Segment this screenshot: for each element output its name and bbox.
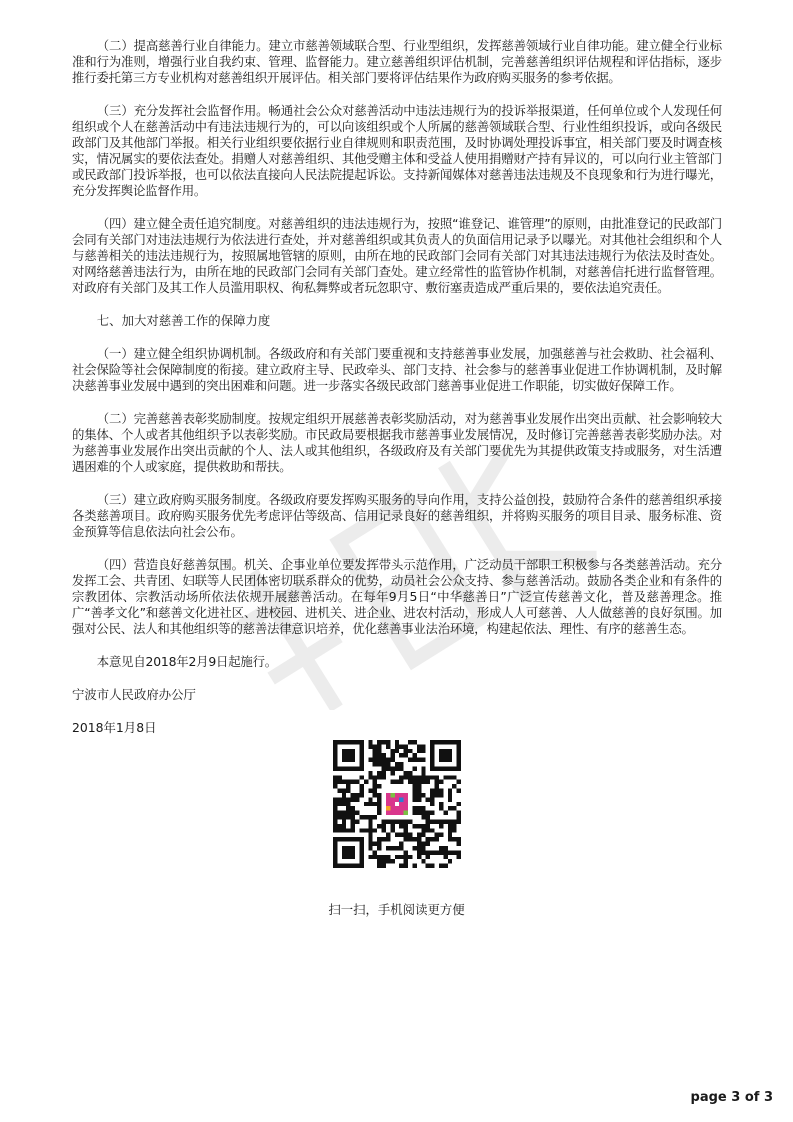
paragraph: （三）充分发挥社会监督作用。畅通社会公众对慈善活动中违法违规行为的投诉举报渠道，任何单位或个人发现任何组织或个人在慈善活动中有违法违规行为的，可以向该组织或个人所属的慈善领域联合型、行业性组织投诉，或向各级民政部门及其他部门举报。相关行业组织要依据行业自律规则和职责范围，及时协调处理投诉事宜，相关部门要及时调查核实，情况属实的要依法查处。捐赠人对慈善组织、其他受赠主体和受益人使用捐赠财产持有异议的，可以向行业主管部门或民政部门投诉举报，也可以依法直接向人民法院提起诉讼。支持新闻媒体对慈善违法违规及不良现象和行为进行曝光，充分发挥舆论监督作用。 bbox=[72, 103, 722, 198]
paragraph: （四）营造良好慈善氛围。机关、企事业单位要发挥带头示范作用，广泛动员干部职工积极参与各类慈善活动。充分发挥工会、共青团、妇联等人民团体密切联系群众的优势，动员社会公众支持、参与慈善活动。鼓励各类企业和有条件的宗教团体、宗教活动场所依法依规开展慈善活动。在每年9月5日“中华慈善日”广泛宣传慈善文化，普及慈善理念。推广“善孝文化”和慈善文化进社区、进校园、进机关、进企业、进农村活动，形成人人可慈善、人人做慈善的良好氛围。加强对公民、法人和其他组织等的慈善法律意识培养，优化慈善事业法治环境，构建起依法、理性、有序的慈善生态。 bbox=[72, 557, 722, 636]
paragraph: （一）建立健全组织协调机制。各级政府和有关部门要重视和支持慈善事业发展，加强慈善与社会救助、社会福利、社会保险等社会保障制度的衔接。建立政府主导、民政牵头、部门支持、社会参与的慈善事业促进工作协调机制，及时解决慈善事业发展中遇到的突出困难和问题。进一步落实各级民政部门慈善事业促进工作职能，切实做好保障工作。 bbox=[72, 346, 722, 393]
document-body bbox=[72, 38, 722, 753]
issuer: 宁波市人民政府办公厅 bbox=[72, 687, 196, 702]
page-number: page 3 of 3 bbox=[690, 1090, 773, 1105]
paragraph: （二）完善慈善表彰奖励制度。按规定组织开展慈善表彰奖励活动，对为慈善事业发展作出突出贡献、社会影响较大的集体、个人或者其他组织予以表彰奖励。市民政局要根据我市慈善事业发展情况，及时修订完善慈善表彰奖励办法。对为慈善事业发展作出突出贡献的个人、法人或其他组织，各级政府及有关部门要优先为其提供政策支持或服务，对生活遭遇困难的个人或家庭，提供救助和帮扶。 bbox=[72, 411, 722, 474]
paragraph: （四）建立健全责任追究制度。对慈善组织的违法违规行为，按照“谁登记、谁管理”的原则，由批准登记的民政部门会同有关部门对违法违规行为依法进行查处，并对慈善组织或其负责人的负面信用记录予以曝光。对其他社会组织和个人与慈善相关的违法违规行为，按照属地管辖的原则，由所在地的民政部门会同有关部门对其违法违规行为依法及时查处。对网络慈善违法行为，由所在地的民政部门会同有关部门查处。建立经常性的监管协作机制，对慈善信托进行监督管理。对政府有关部门及其工作人员滥用职权、徇私舞弊或者玩忽职守、敷衍塞责造成严重后果的，要依法追究责任。 bbox=[72, 216, 722, 295]
section-heading: 七、加大对慈善工作的保障力度 bbox=[96, 313, 271, 328]
issue-date: 2018年1月8日 bbox=[72, 720, 157, 735]
paragraph: （三）建立政府购买服务制度。各级政府要发挥购买服务的导向作用，支持公益创投，鼓励符合条件的慈善组织承接各类慈善项目。政府购买服务优先考虑评估等级高、信用记录良好的慈善组织，并将购买服务的项目目录、服务标准、资金预算等信息依法向社会公布。 bbox=[72, 492, 722, 539]
effective-date-line: 本意见自2018年2月9日起施行。 bbox=[96, 654, 277, 669]
qr-code-icon[interactable] bbox=[333, 740, 461, 868]
paragraph: （二）提高慈善行业自律能力。建立市慈善领域联合型、行业型组织，发挥慈善领域行业自律功能。建立健全行业标准和行为准则，增强行业自我约束、管理、监督能力。建立慈善组织评估机制，完善慈善组织评估规程和评估指标，逐步推行委托第三方专业机构对慈善组织开展评估。相关部门要将评估结果作为政府购买服务的参考依据。 bbox=[72, 38, 722, 85]
qr-caption: 扫一扫，手机阅读更方便 bbox=[328, 902, 465, 917]
